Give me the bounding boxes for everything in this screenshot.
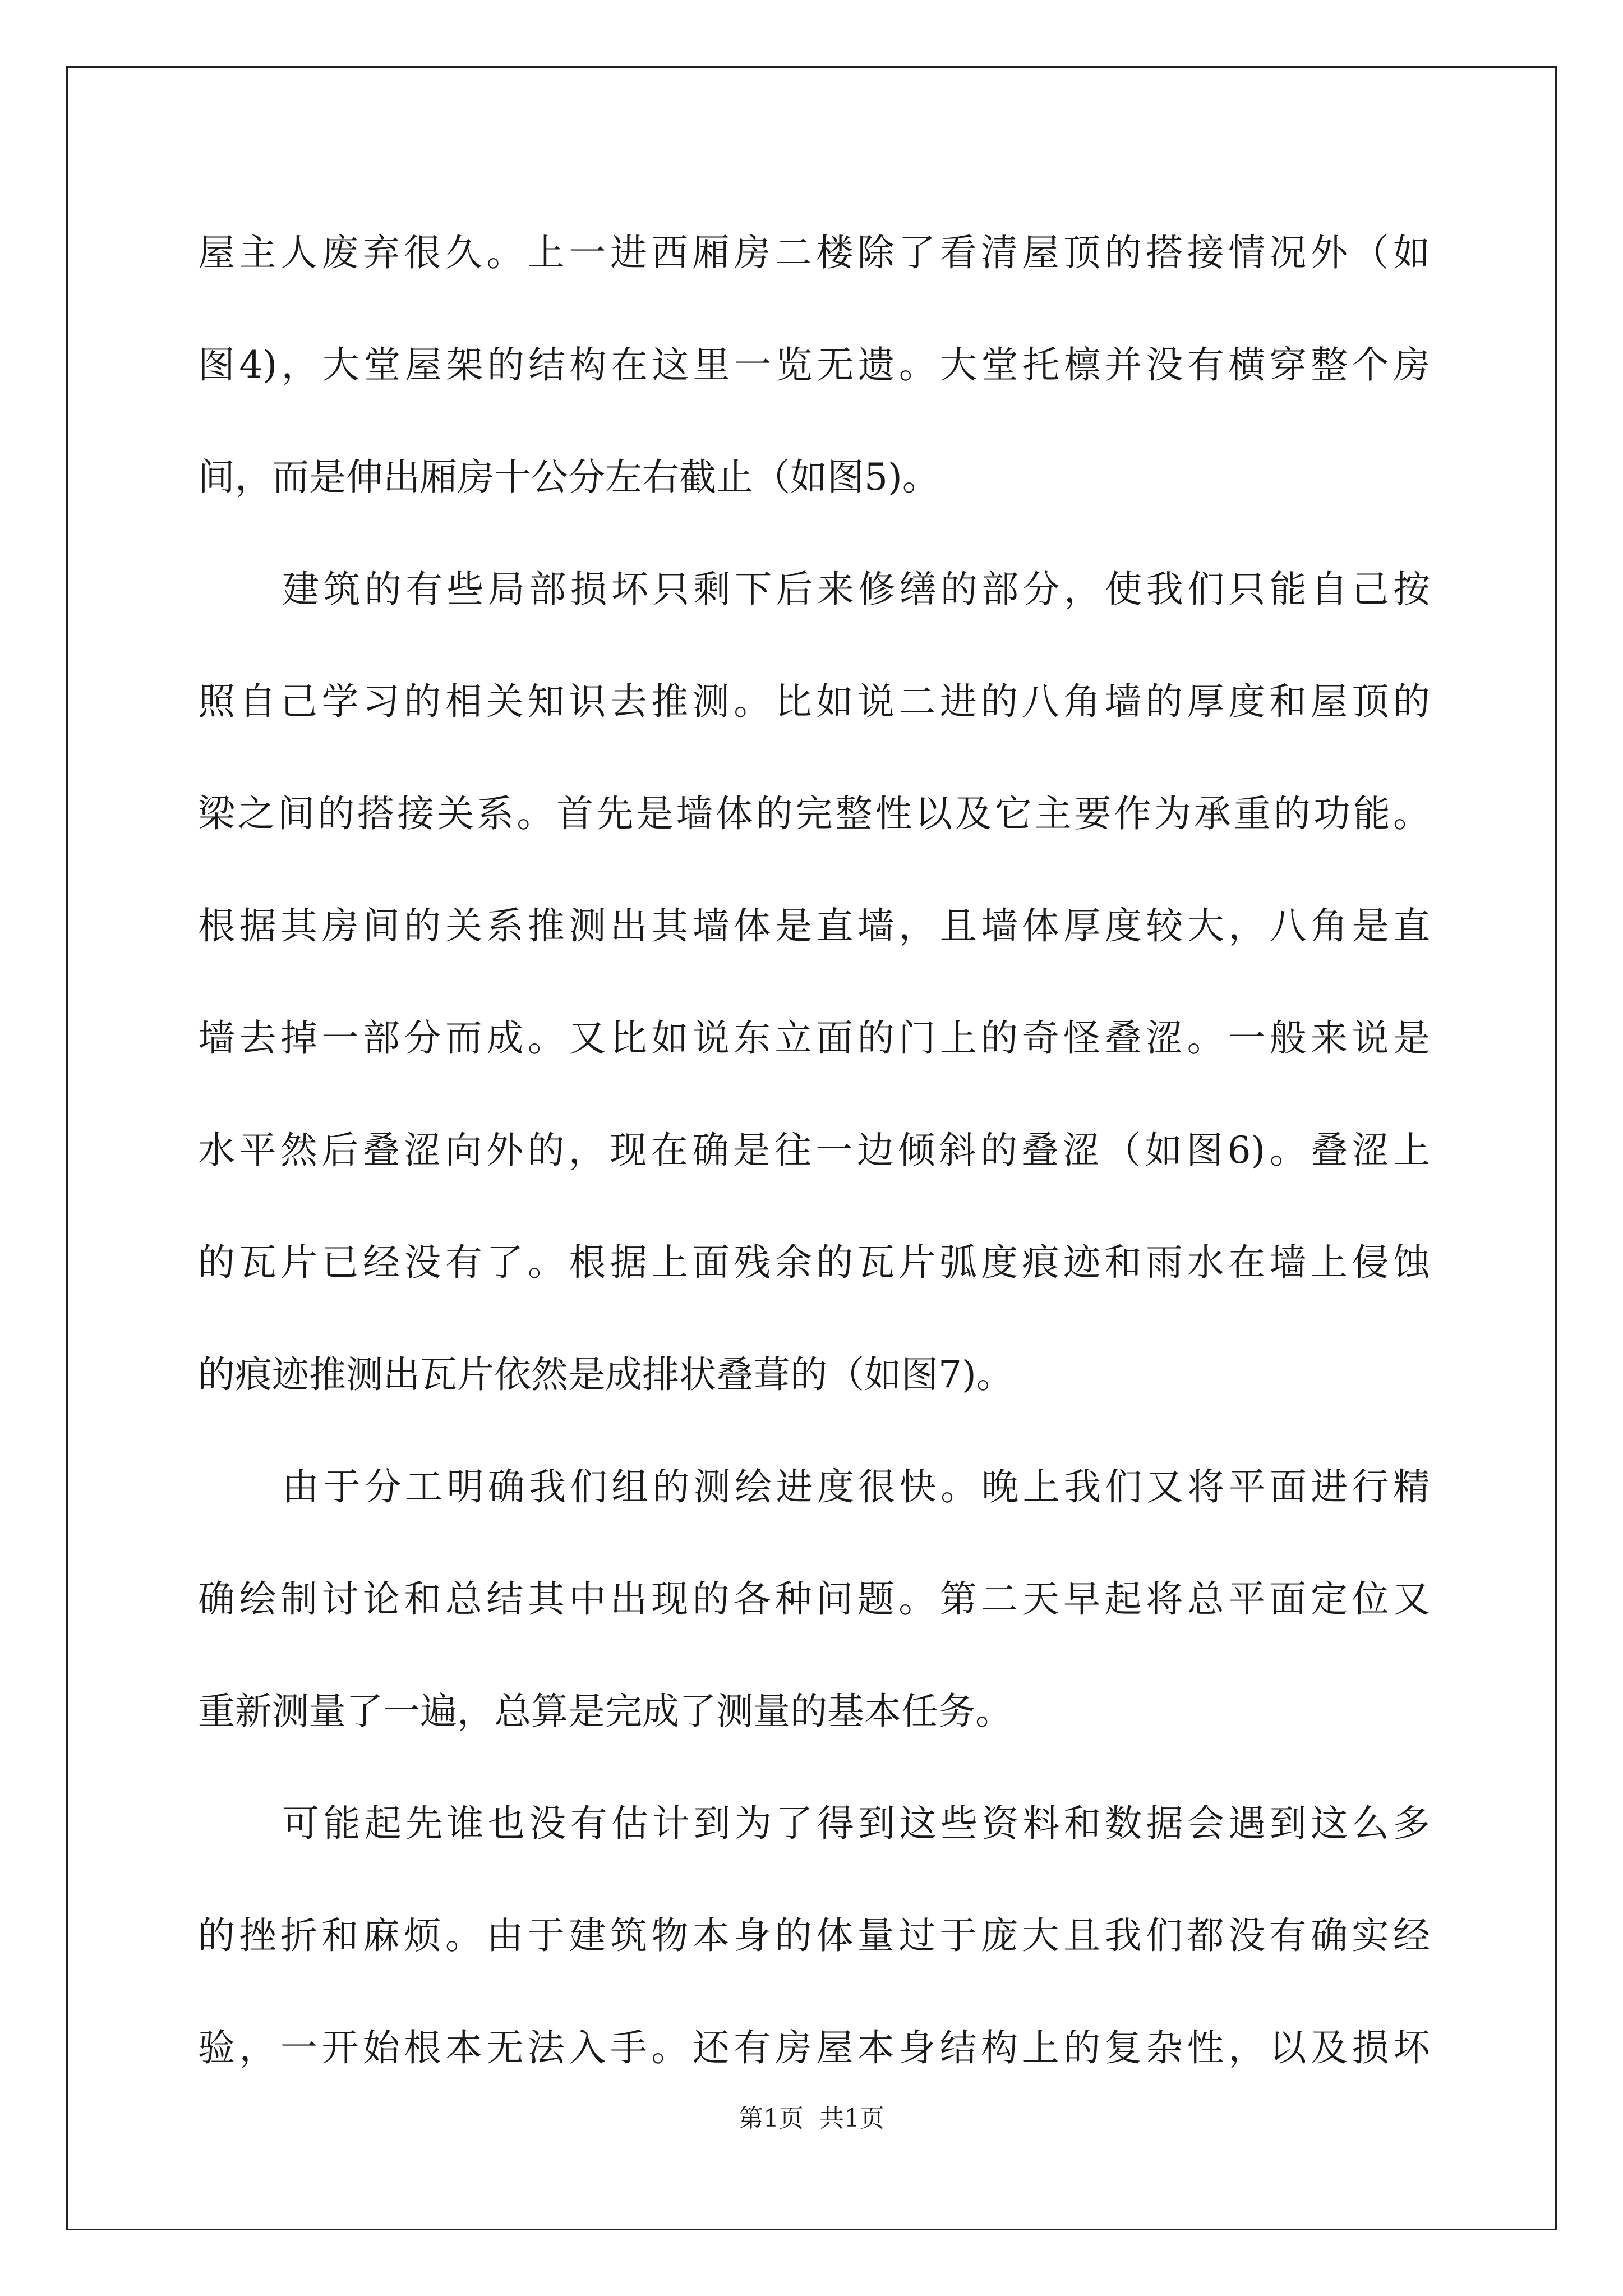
page-number: 第1页 xyxy=(739,2104,804,2133)
paragraph xyxy=(198,217,1430,553)
text-line: 水平然后叠涩向外的，现在确是往一边倾斜的叠涩（如图6)。叠涩上 xyxy=(198,1129,1430,1172)
text-line: 照自己学习的相关知识去推测。比如说二进的八角墙的厚度和屋顶的 xyxy=(198,680,1430,723)
text-line: 梁之间的搭接关系。首先是墙体的完整性以及它主要作为承重的功能。 xyxy=(198,792,1430,835)
page-footer xyxy=(0,2098,1623,2134)
text-line: 重新测量了一遍，总算是完成了测量的基本任务。 xyxy=(198,1690,1012,1733)
document-body xyxy=(198,217,1430,2124)
text-line: 间，而是伸出厢房十公分左右截止（如图5)。 xyxy=(198,455,939,499)
page-total: 共1页 xyxy=(819,2104,884,2133)
text-line: 的痕迹推测出瓦片依然是成排状叠葺的（如图7)。 xyxy=(198,1353,1013,1396)
text-line: 确绘制讨论和总结其中出现的各种问题。第二天早起将总平面定位又 xyxy=(198,1577,1430,1621)
text-line: 可能起先谁也没有估计到为了得到这些资料和数据会遇到这么多 xyxy=(282,1802,1430,1845)
text-line: 墙去掉一部分而成。又比如说东立面的门上的奇怪叠涩。一般来说是 xyxy=(198,1016,1430,1060)
text-line: 根据其房间的关系推测出其墙体是直墙，且墙体厚度较大，八角是直 xyxy=(198,904,1430,947)
paragraph xyxy=(198,553,1430,1451)
text-line: 图4)，大堂屋架的结构在这里一览无遗。大堂托檩并没有横穿整个房 xyxy=(198,343,1430,386)
text-line: 屋主人废弃很久。上一进西厢房二楼除了看清屋顶的搭接情况外（如 xyxy=(198,231,1430,274)
text-line: 验，一开始根本无法入手。还有房屋本身结构上的复杂性，以及损坏 xyxy=(198,2026,1430,2069)
text-line: 的挫折和麻烦。由于建筑物本身的体量过于庞大且我们都没有确实经 xyxy=(198,1914,1430,1957)
text-line: 的瓦片已经没有了。根据上面残余的瓦片弧度痕迹和雨水在墙上侵蚀 xyxy=(198,1241,1430,1284)
paragraph xyxy=(198,1451,1430,1787)
text-line: 建筑的有些局部损坏只剩下后来修缮的部分，使我们只能自己按 xyxy=(282,568,1430,611)
text-line: 由于分工明确我们组的测绘进度很快。晚上我们又将平面进行精 xyxy=(282,1465,1430,1508)
paragraph xyxy=(198,1787,1430,2124)
